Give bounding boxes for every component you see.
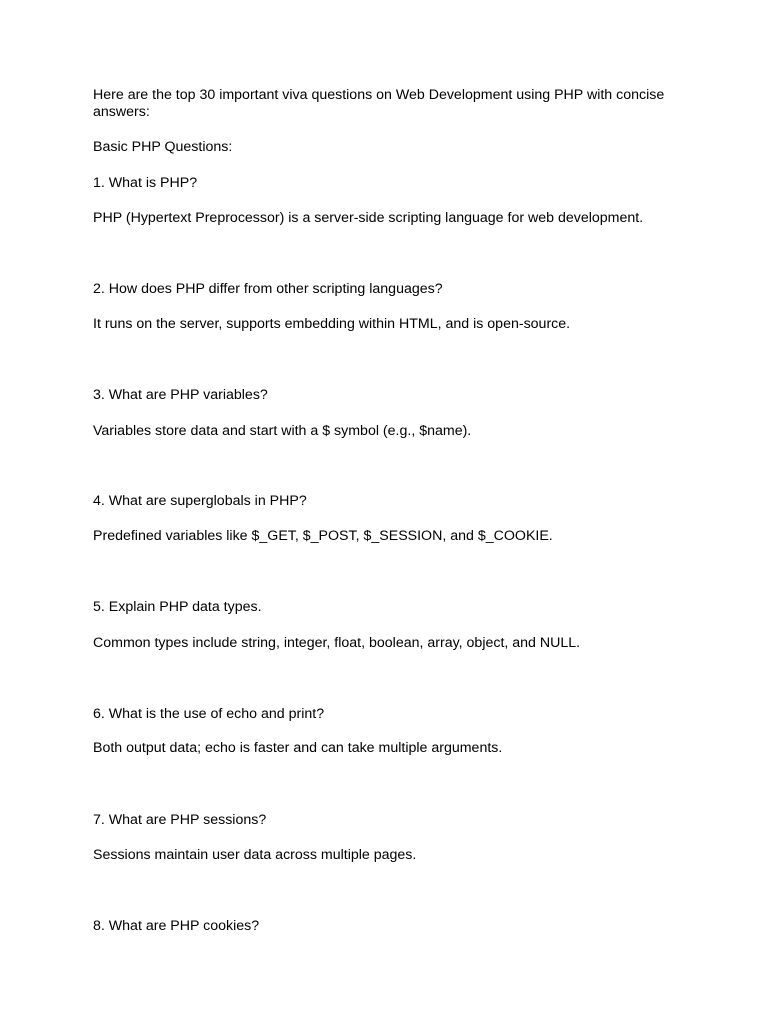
- question-3: 3. What are PHP variables?: [93, 387, 268, 403]
- question-5: 5. Explain PHP data types.: [93, 599, 262, 615]
- answer-1: PHP (Hypertext Preprocessor) is a server-side scripting language for web development.: [93, 210, 644, 226]
- question-7: 7. What are PHP sessions?: [93, 812, 267, 828]
- intro-text: Here are the top 30 important viva questions on Web Development using PHP with concise answers:: [93, 87, 665, 120]
- answer-2: It runs on the server, supports embedding within HTML, and is open-source.: [93, 316, 571, 332]
- question-2: 2. How does PHP differ from other scripting languages?: [93, 281, 443, 297]
- answer-7: Sessions maintain user data across multiple pages.: [93, 847, 417, 863]
- answer-5: Common types include string, integer, float, boolean, array, object, and NULL.: [93, 635, 581, 651]
- question-4: 4. What are superglobals in PHP?: [93, 493, 307, 509]
- answer-6: Both output data; echo is faster and can take multiple arguments.: [93, 740, 503, 756]
- question-8: 8. What are PHP cookies?: [93, 918, 260, 934]
- answer-3: Variables store data and start with a $ symbol (e.g., $name).: [93, 423, 472, 439]
- question-1: 1. What is PHP?: [93, 175, 198, 191]
- section-heading: Basic PHP Questions:: [93, 139, 233, 155]
- answer-4: Predefined variables like $_GET, $_POST, $_SESSION, and $_COOKIE.: [93, 528, 553, 544]
- question-6: 6. What is the use of echo and print?: [93, 706, 325, 722]
